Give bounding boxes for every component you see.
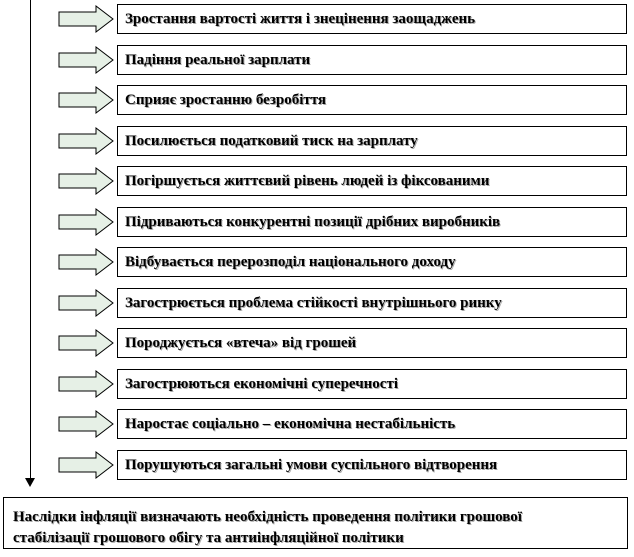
consequence-box [117,166,627,196]
consequence-box [117,4,627,34]
consequence-row [0,85,634,115]
arrow-right-icon [58,167,114,195]
arrow-right-icon [58,46,114,74]
consequence-box [117,207,627,237]
conclusion-line-1: Наслідки інфляції визначають необхідність проведення політики грошової [13,509,522,525]
consequence-box [117,247,627,277]
arrow-right-icon [58,127,114,155]
consequence-box [117,328,627,358]
consequence-label: Зростання вартості життя і знецінення заощаджень [125,10,476,27]
consequence-row [0,4,634,34]
arrow-right-icon [58,410,114,438]
consequence-row [0,288,634,318]
consequence-row [0,126,634,156]
consequence-box [117,369,627,399]
consequence-box [117,45,627,75]
consequence-label: Порушуються загальні умови суспільного відтворення [125,456,498,473]
consequence-label: Загострюються економічні суперечності [125,375,399,392]
consequence-label: Погіршується життєвий рівень людей із фіксованими [125,172,490,189]
conclusion-line-2: стабілізації грошового обігу та антиінфляційної політики [13,530,404,546]
conclusion-box [3,497,628,549]
consequence-box [117,85,627,115]
consequence-row [0,247,634,277]
arrow-right-icon [58,329,114,357]
consequence-label: Падіння реальної зарплати [125,51,311,68]
arrow-right-icon [58,208,114,236]
consequence-row [0,166,634,196]
arrow-right-icon [58,451,114,479]
arrow-right-icon [58,370,114,398]
arrow-right-icon [58,248,114,276]
consequence-label: Наростає соціально – економічна нестабільність [125,415,456,432]
consequence-label: Посилюється податковий тиск на зарплату [125,132,418,149]
consequence-row [0,328,634,358]
consequence-label: Загострюється проблема стійкості внутрішнього ринку [125,294,502,311]
consequence-label: Сприяє зростанню безробіття [125,91,327,108]
consequence-label: Відбувається перерозподіл національного доходу [125,253,456,270]
consequence-box [117,126,627,156]
consequence-box [117,450,627,480]
consequence-row [0,45,634,75]
arrow-right-icon [58,86,114,114]
consequence-box [117,288,627,318]
consequence-row [0,409,634,439]
consequence-box [117,409,627,439]
arrow-right-icon [58,289,114,317]
consequence-row [0,369,634,399]
consequence-label: Підриваються конкурентні позиції дрібних виробників [125,213,501,230]
consequence-row [0,450,634,480]
consequence-label: Породжується «втеча» від грошей [125,334,357,351]
arrow-right-icon [58,5,114,33]
consequence-row [0,207,634,237]
